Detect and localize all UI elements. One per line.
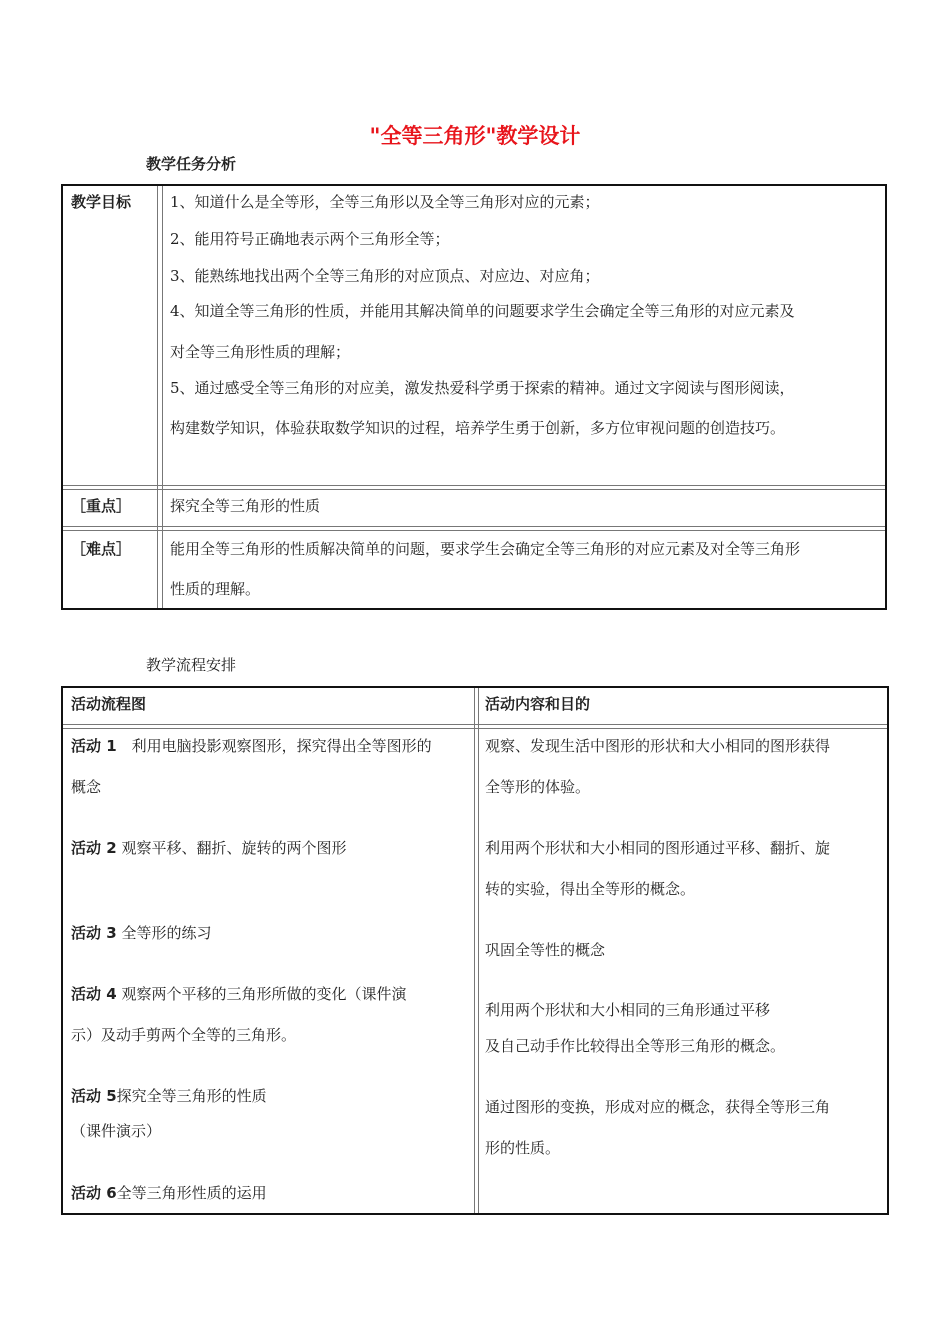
section-heading-task-analysis: 教学任务分析 (146, 155, 237, 173)
section-heading-process: 教学流程安排 (146, 656, 237, 674)
row-divider (63, 485, 885, 490)
activity-5 (71, 1085, 267, 1106)
goal-line: 1、知道什么是全等形，全等三角形以及全等三角形对应的元素； (170, 193, 600, 211)
task-analysis-table (61, 184, 887, 610)
col-header-purpose: 活动内容和目的 (485, 695, 591, 713)
activity-label: 活动 5 (71, 1087, 117, 1105)
purpose-line: 及自己动手作比较得出全等形三角形的概念。 (485, 1037, 786, 1055)
purpose-line: 利用两个形状和大小相同的三角形通过平移 (485, 1001, 771, 1019)
purpose-line: 利用两个形状和大小相同的图形通过平移、翻折、旋 (485, 839, 831, 857)
column-divider (474, 688, 479, 1213)
goal-line: 对全等三角形性质的理解； (170, 343, 351, 361)
col-header-flow: 活动流程图 (71, 695, 147, 713)
process-table (61, 686, 889, 1215)
activity-label: 活动 3 (71, 924, 117, 942)
purpose-line: 转的实验，得出全等形的概念。 (485, 880, 696, 898)
difficulty-line: 能用全等三角形的性质解决简单的问题，要求学生会确定全等三角形的对应元素及对全等三角形 (170, 540, 801, 558)
activity-text: 观察平移、翻折、旋转的两个图形 (116, 839, 347, 857)
activity-label: 活动 6 (71, 1184, 117, 1202)
difficulty-label: ［难点］ (71, 540, 132, 558)
activity-6 (71, 1182, 267, 1203)
activity-text: 探究全等三角形的性质 (116, 1087, 267, 1105)
activity-1-cont: 概念 (71, 778, 102, 796)
activity-4-cont: 示）及动手剪两个全等的三角形。 (71, 1026, 297, 1044)
activity-5-cont: （课件演示） (71, 1122, 162, 1140)
purpose-line: 全等形的体验。 (485, 778, 591, 796)
document-title: "全等三角形"教学设计 (369, 124, 581, 148)
purpose-line: 巩固全等性的概念 (485, 941, 606, 959)
goal-line: 5、通过感受全等三角形的对应美，激发热爱科学勇于探索的精神。通过文字阅读与图形阅读， (170, 379, 795, 397)
activity-label: 活动 2 (71, 839, 117, 857)
goal-line: 2、能用符号正确地表示两个三角形全等； (170, 230, 450, 248)
header-divider (63, 724, 887, 729)
activity-text: 利用电脑投影观察图形，探究得出全等图形的 (116, 737, 432, 755)
column-divider (157, 186, 163, 608)
row-divider (63, 526, 885, 531)
goals-label: 教学目标 (71, 193, 132, 211)
activity-1 (71, 735, 432, 756)
activity-4 (71, 983, 406, 1004)
activity-3 (71, 922, 211, 943)
goal-line: 构建数学知识，体验获取数学知识的过程，培养学生勇于创新，多方位审视问题的创造技巧。 (170, 419, 786, 437)
purpose-line: 通过图形的变换，形成对应的概念，获得全等形三角 (485, 1098, 831, 1116)
activity-2 (71, 837, 346, 858)
purpose-line: 形的性质。 (485, 1139, 561, 1157)
activity-text: 观察两个平移的三角形所做的变化（课件演 (116, 985, 407, 1003)
activity-label: 活动 1 (71, 737, 117, 755)
purpose-line: 观察、发现生活中图形的形状和大小相同的图形获得 (485, 737, 831, 755)
activity-text: 全等形的练习 (116, 924, 212, 942)
activity-label: 活动 4 (71, 985, 117, 1003)
key-point-label: ［重点］ (71, 497, 132, 515)
key-point-text: 探究全等三角形的性质 (170, 497, 321, 515)
goal-line: 3、能熟练地找出两个全等三角形的对应顶点、对应边、对应角； (170, 267, 600, 285)
activity-text: 全等三角形性质的运用 (116, 1184, 267, 1202)
goal-line: 4、知道全等三角形的性质，并能用其解决简单的问题要求学生会确定全等三角形的对应元素及 (170, 302, 795, 320)
difficulty-line: 性质的理解。 (170, 580, 261, 598)
